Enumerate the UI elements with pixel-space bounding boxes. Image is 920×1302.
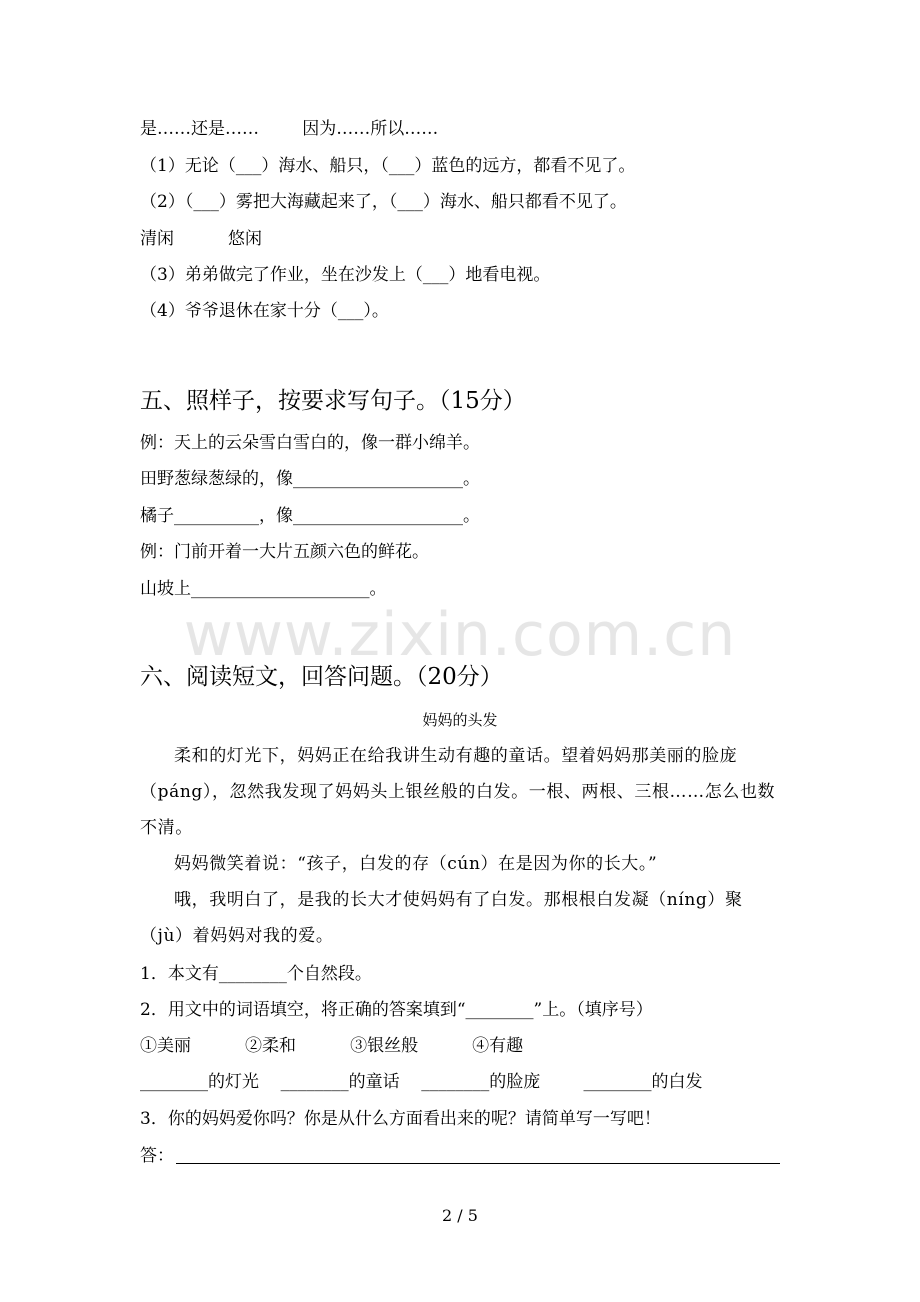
question-3: 3．你的妈妈爱你吗？你是从什么方面看出来的呢？请简单写一写吧！ [140, 1109, 661, 1129]
fill-sentence-4: （4）爷爷退休在家十分（___）。 [140, 301, 389, 321]
passage-title: 妈妈的头发 [422, 711, 498, 729]
example-2: 例：门前开着一大片五颜六色的鲜花。 [140, 542, 429, 562]
answer-label: 答： [140, 1146, 174, 1166]
paragraph-2-text: 妈妈微笑着说：“孩子，白发的存（cún）在是因为你的长大。” [174, 854, 658, 874]
example-1: 例：天上的云朵雪白雪白的，像一群小绵羊。 [140, 433, 480, 453]
question-2: 2．用文中的词语填空，将正确的答案填到“________”上。（填序号） [140, 1000, 653, 1020]
fill-sentence-3: （3）弟弟做完了作业，坐在沙发上（___）地看电视。 [140, 265, 551, 285]
passage-paragraph-1 [140, 738, 780, 846]
paragraph-3-text: 哦，我明白了，是我的长大才使妈妈有了白发。那根根白发凝（níng）聚（jù）着妈妈对我的爱。 [140, 890, 743, 946]
word-pair-2: 清闲 悠闲 [140, 229, 263, 249]
write-line-3: 山坡上_____________________。 [140, 579, 387, 599]
fill-blanks-row: ________的灯光 ________的童话 ________的脸庞 ________的白发 [140, 1072, 703, 1092]
passage-paragraph-2 [140, 846, 780, 882]
answer-line[interactable] [176, 1163, 780, 1164]
section-5-heading: 五、照样子，按要求写句子。（15分） [140, 388, 526, 414]
question-1: 1．本文有________个自然段。 [140, 964, 372, 984]
paragraph-1-text: 柔和的灯光下，妈妈正在给我讲生动有趣的童话。望着妈妈那美丽的脸庞（páng），忽然我发现了妈妈头上银丝般的白发。一根、两根、三根……怎么也数不清。 [140, 746, 776, 838]
connective-pair-1: 是……还是…… 因为……所以…… [140, 119, 439, 139]
word-options: ①美丽 ②柔和 ③银丝般 ④有趣 [140, 1036, 524, 1056]
write-line-2: 橘子__________，像____________________。 [140, 506, 480, 526]
fill-sentence-2: （2）（___）雾把大海藏起来了，（___）海水、船只都看不见了。 [140, 192, 627, 212]
fill-sentence-1: （1）无论（___）海水、船只，（___）蓝色的远方，都看不见了。 [140, 156, 636, 176]
section-6-heading: 六、阅读短文，回答问题。（20分） [140, 664, 503, 690]
write-line-1: 田野葱绿葱绿的，像____________________。 [140, 469, 480, 489]
watermark: www.zixin.com.cn [183, 600, 737, 670]
passage-paragraph-3 [140, 882, 780, 954]
page-number: 2 / 5 [442, 1206, 478, 1225]
